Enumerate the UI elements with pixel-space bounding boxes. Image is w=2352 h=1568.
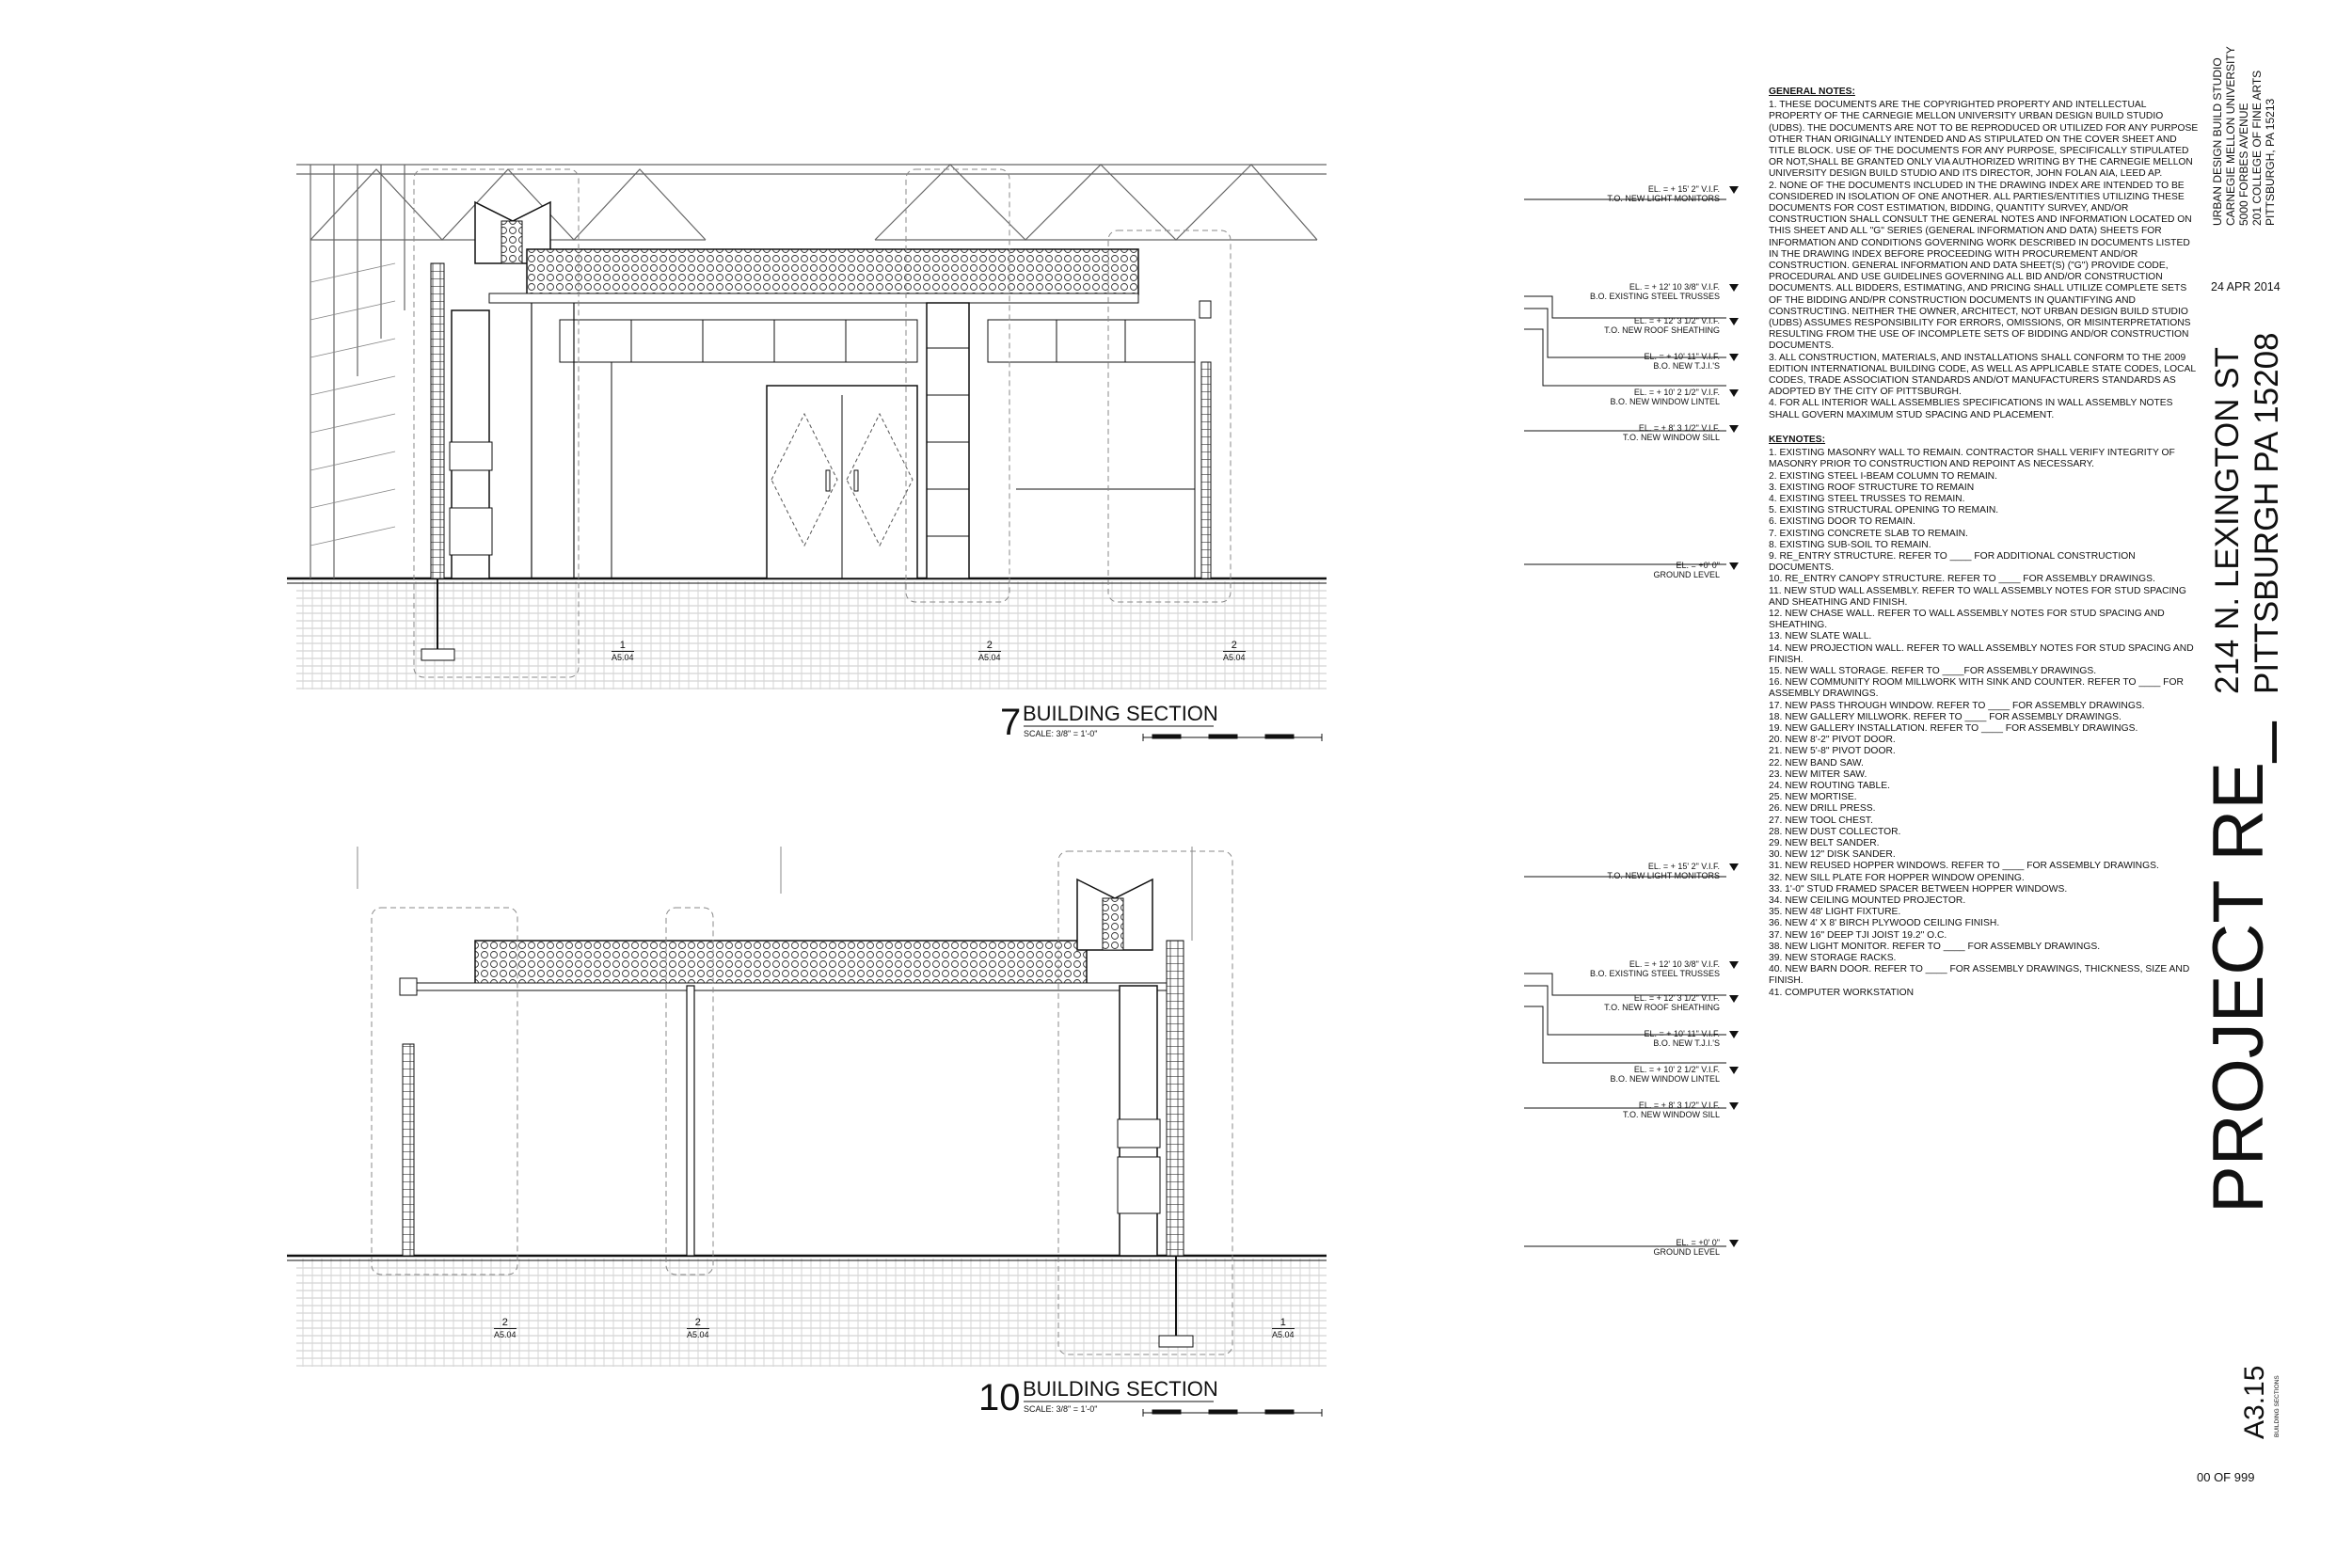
keynote-item: 1. EXISTING MASONRY WALL TO REMAIN. CONTRACTOR SHALL VERIFY INTEGRITY OF MASONRY PRIOR TO CONSTRUCTION AND REPOINT AS NECESSARY. (1769, 448, 2175, 470)
level-marker (1653, 1238, 1720, 1257)
general-note: 1. THESE DOCUMENTS ARE THE COPYRIGHTED PROPERTY AND INTELLECTUAL PROPERTY OF THE CARNEGIE MELLON UNIVERSITY URBAN DESIGN BUILD STUDIO (UDBS). THE DOCUMENTS ARE NOT TO BE REPRODUCED OR UTILIZED FOR ANY PURPOSE OTHER THAN ORIGINALLY INTENDED AND AS STIPULATED ON THE COVER SHEET AND TITLE BLOCK. USE OF THE DOCUMENTS FOR ANY PURPOSE, SPECIFICALLY STIPULATED OR NOT,SHALL BE GRANTED ONLY VIA AUTHORIZED WRITING BY THE CARNEGIE MELLON UNIVERSITY DESIGN BUILD STUDIO AND ITS DIRECTOR, JOHN FOLAN AIA, LEED AP. (1769, 100, 2199, 180)
detail-number: 1 (612, 640, 634, 652)
general-notes-heading: GENERAL NOTES: (1769, 87, 1855, 97)
level-elevation: EL. = + 12' 3 1/2" V.I.F. (1633, 316, 1720, 325)
keynote-item: 19. NEW GALLERY INSTALLATION. REFER TO ____ FOR ASSEMBLY DRAWINGS. (1769, 722, 2138, 734)
detail-tag[interactable] (978, 640, 1001, 663)
keynote-item: 40. NEW BARN DOOR. REFER TO ____ FOR ASSEMBLY DRAWINGS, THICKNESS, SIZE AND FINISH. (1769, 964, 2190, 987)
keynote-item: 4. EXISTING STEEL TRUSSES TO REMAIN. (1769, 493, 1965, 504)
section-number: 10 (978, 1377, 1021, 1418)
level-name: B.O. NEW WINDOW LINTEL (1610, 1074, 1720, 1084)
level-marker (1623, 1101, 1720, 1119)
keynote-item: 18. NEW GALLERY MILLWORK. REFER TO ____ FOR ASSEMBLY DRAWINGS. (1769, 711, 2122, 722)
general-note: 4. FOR ALL INTERIOR WALL ASSEMBLIES SPECIFICATIONS IN WALL ASSEMBLY NOTES SHALL GOVERN MAXIMUM STUD SPACING AND PLACEMENT. (1769, 398, 2173, 420)
address-street: 214 N. LEXINGTON ST (2209, 347, 2246, 694)
level-marker (1607, 184, 1720, 203)
general-note: 2. NONE OF THE DOCUMENTS INCLUDED IN THE DRAWING INDEX ARE INTENDED TO BE CONSIDERED IN ISOLATION OF ONE ANOTHER. ALL PARTIES/ENTITIES UTILIZING THESE DOCUMENTS FOR COST ESTIMATION, BIDDING, QUANTITY SURVEY, AND/OR CONSTRUCTION SHALL CONSULT THE GENERAL NOTES AND INFORMATION LOCATED ON THIS SHEET AND ALL "G" SERIES (GENERAL INFORMATION AND DATA) SHEETS FOR INFORMATION AND CONDITIONS GOVERNING WORK DESCRIBED IN DOCUMENTS LISTED IN THE DRAWING INDEX BEFORE PROCEEDING WITH PROCUREMENT AND/OR CONSTRUCTION. GENERAL INFORMATION AND DATA SHEET(S) ("G") PROVIDE CODE, PROCEDURAL AND USE GUIDELINES GOVERNING ALL BID AND/OR CONSTRUCTION DOCUMENTS. ALL BIDDERS, ESTIMATING, AND PRICING SHALL UTILIZE COMPLETE SETS OF THE BIDDING AND/PR CONSTRUCTION DOCUMENTS IN QUANTIFYING AND CONSTRUCTING. NEITHER THE OWNER, ARCHITECT, NOT URBAN DESIGN BUILD STUDIO (UDBS) ASSUMES RESPONSIBILITY FOR ERRORS, OMISSIONS, OR MISINTERPRETATIONS RESULTING FROM THE USE OF INCOMPLETE SETS OF BIDDING AND/OR CONSTRUCTION DOCUMENTS. (1769, 180, 2192, 352)
level-name: T.O. NEW ROOF SHEATHING (1604, 1003, 1720, 1012)
keynote-item: 7. EXISTING CONCRETE SLAB TO REMAIN. (1769, 528, 1968, 539)
keynote-item: 9. RE_ENTRY STRUCTURE. REFER TO ____ FOR ADDITIONAL CONSTRUCTION DOCUMENTS. (1769, 550, 2136, 574)
level-elevation: EL. = + 10' 11" V.I.F. (1644, 352, 1720, 361)
level-elevation: EL. = +0' 0" (1676, 1238, 1720, 1247)
keynote-item: 32. NEW SILL PLATE FOR HOPPER WINDOW OPENING. (1769, 872, 2025, 883)
detail-sheet: A5.04 (978, 653, 1001, 662)
section-title: BUILDING SECTION (1023, 1377, 1218, 1401)
level-name: B.O. EXISTING STEEL TRUSSES (1589, 969, 1720, 978)
studio-line: 201 COLLEGE OF FINE ARTS (2250, 70, 2264, 226)
keynote-item: 31. NEW REUSED HOPPER WINDOWS. REFER TO ____ FOR ASSEMBLY DRAWINGS. (1769, 861, 2159, 872)
detail-tag[interactable] (687, 1317, 709, 1340)
keynote-item: 12. NEW CHASE WALL. REFER TO WALL ASSEMBLY NOTES FOR STUD SPACING AND SHEATHING. (1769, 608, 2165, 631)
studio-line: 5000 FORBES AVENUE (2237, 103, 2250, 226)
project-address (2208, 332, 2287, 694)
level-elevation: EL. = + 12' 10 3/8" V.I.F. (1629, 282, 1720, 292)
detail-sheet: A5.04 (1223, 653, 1246, 662)
keynote-item: 38. NEW LIGHT MONITOR. REFER TO ____ FOR ASSEMBLY DRAWINGS. (1769, 941, 2101, 952)
keynote-item: 39. NEW STORAGE RACKS. (1769, 953, 1897, 964)
level-name: B.O. EXISTING STEEL TRUSSES (1589, 292, 1720, 301)
level-elevation: EL. = + 8' 3 1/2" V.I.F. (1638, 1101, 1720, 1110)
keynote-item: 28. NEW DUST COLLECTOR. (1769, 826, 1901, 837)
keynote-item: 16. NEW COMMUNITY ROOM MILLWORK WITH SINK AND COUNTER. REFER TO ____ FOR ASSEMBLY DRAWINGS. (1769, 677, 2184, 700)
level-name: T.O. NEW LIGHT MONITORS (1607, 871, 1720, 880)
keynote-item: 11. NEW STUD WALL ASSEMBLY. REFER TO WALL ASSEMBLY NOTES FOR STUD SPACING AND SHEATHING AND FINISH. (1769, 585, 2186, 608)
keynote-item: 41. COMPUTER WORKSTATION (1769, 987, 1915, 998)
detail-tag[interactable] (1223, 640, 1246, 663)
keynote-item: 35. NEW 48' LIGHT FIXTURE. (1769, 907, 1901, 918)
level-name: T.O. NEW WINDOW SILL (1622, 1110, 1720, 1119)
general-notes-list (1769, 100, 2201, 421)
level-name: T.O. NEW ROOF SHEATHING (1604, 325, 1720, 335)
keynote-item: 10. RE_ENTRY CANOPY STRUCTURE. REFER TO ____ FOR ASSEMBLY DRAWINGS. (1769, 574, 2155, 585)
studio-line: PITTSBURGH, PA 15213 (2264, 98, 2277, 226)
keynotes-heading: KEYNOTES: (1769, 434, 1826, 445)
detail-number: 2 (1223, 640, 1246, 652)
level-marker (1645, 352, 1720, 371)
level-marker (1610, 388, 1720, 406)
general-note: 3. ALL CONSTRUCTION, MATERIALS, AND INSTALLATIONS SHALL CONFORM TO THE 2009 EDITION INTERNATIONAL BUILDING CODE, AS WELL AS APPLICABLE STATE CODES, LOCAL CODES, TRADE ASSOCIATION STANDARDS AND/OT MANUFACTURERS STANDARDS AS ADOPTED BY THE CITY OF PITTSBURGH. (1769, 352, 2196, 398)
level-name: GROUND LEVEL (1653, 1247, 1720, 1257)
level-marker (1607, 862, 1720, 880)
detail-sheet: A5.04 (494, 1330, 516, 1339)
section-title: BUILDING SECTION (1023, 702, 1218, 725)
detail-tag[interactable] (1272, 1317, 1295, 1340)
level-elevation: EL. = + 10' 2 1/2" V.I.F. (1633, 388, 1720, 397)
studio-line: URBAN DESIGN BUILD STUDIO (2211, 57, 2224, 226)
level-marker (1610, 1065, 1720, 1084)
keynote-item: 25. NEW MORTISE. (1769, 792, 1857, 803)
level-marker (1653, 561, 1720, 579)
keynote-item: 20. NEW 8'-2" PIVOT DOOR. (1769, 735, 1896, 746)
level-name: T.O. NEW LIGHT MONITORS (1607, 194, 1720, 203)
level-elevation: EL. = + 12' 3 1/2" V.I.F. (1633, 993, 1720, 1003)
keynote-item: 17. NEW PASS THROUGH WINDOW. REFER TO ____ FOR ASSEMBLY DRAWINGS. (1769, 700, 2145, 711)
detail-sheet: A5.04 (1272, 1330, 1295, 1339)
keynote-item: 23. NEW MITER SAW. (1769, 768, 1867, 780)
project-name: PROJECT RE_ (2199, 721, 2279, 1213)
keynote-item: 30. NEW 12" DISK SANDER. (1769, 849, 1896, 861)
level-elevation: EL. = + 8' 3 1/2" V.I.F. (1638, 423, 1720, 433)
level-name: B.O. NEW T.J.I.'S (1653, 1038, 1720, 1048)
keynote-item: 5. EXISTING STRUCTURAL OPENING TO REMAIN. (1769, 505, 1999, 516)
level-elevation: EL. = + 15' 2" V.I.F. (1647, 184, 1720, 194)
level-marker (1604, 993, 1720, 1012)
section-number: 7 (1000, 702, 1022, 743)
keynote-item: 27. NEW TOOL CHEST. (1769, 815, 1873, 826)
level-marker (1623, 423, 1720, 442)
keynote-item: 29. NEW BELT SANDER. (1769, 838, 1880, 848)
address-city: PITTSBURGH PA 15208 (2249, 332, 2285, 694)
level-elevation: EL. = + 15' 2" V.I.F. (1647, 862, 1720, 871)
detail-number: 2 (687, 1317, 709, 1329)
keynote-item: 36. NEW 4' X 8' BIRCH PLYWOOD CEILING FINISH. (1769, 918, 2000, 929)
keynote-item: 14. NEW PROJECTION WALL. REFER TO WALL ASSEMBLY NOTES FOR STUD SPACING AND FINISH. (1769, 642, 2194, 665)
detail-sheet: A5.04 (612, 653, 634, 662)
keynote-item: 24. NEW ROUTING TABLE. (1769, 780, 1890, 791)
sheet-title: BUILDING SECTIONS (2274, 1375, 2280, 1437)
keynote-item: 8. EXISTING SUB-SOIL TO REMAIN. (1769, 539, 1931, 550)
keynote-item: 2. EXISTING STEEL I-BEAM COLUMN TO REMAIN. (1769, 470, 1997, 482)
level-name: B.O. NEW WINDOW LINTEL (1610, 397, 1720, 406)
level-name: T.O. NEW WINDOW SILL (1622, 433, 1720, 442)
section-scale: SCALE: 3/8" = 1'-0" (1024, 729, 1098, 738)
keynote-item: 33. 1'-0" STUD FRAMED SPACER BETWEEN HOPPER WINDOWS. (1769, 883, 2068, 895)
level-marker (1590, 282, 1720, 301)
keynote-item: 13. NEW SLATE WALL. (1769, 631, 1872, 642)
level-marker (1590, 959, 1720, 978)
level-elevation: EL. = +0' 0" (1676, 561, 1720, 570)
studio-line: CARNEGIE MELLON UNIVERSITY (2224, 46, 2237, 226)
level-marker (1604, 316, 1720, 335)
detail-tag[interactable] (494, 1317, 516, 1340)
keynote-item: 6. EXISTING DOOR TO REMAIN. (1769, 516, 1915, 528)
keynote-item: 21. NEW 5'-8" PIVOT DOOR. (1769, 746, 1896, 757)
notes-column (1769, 87, 2201, 999)
detail-sheet: A5.04 (687, 1330, 709, 1339)
level-name: B.O. NEW T.J.I.'S (1653, 361, 1720, 371)
detail-number: 2 (494, 1317, 516, 1329)
keynotes-list (1769, 448, 2201, 999)
level-elevation: EL. = + 12' 10 3/8" V.I.F. (1629, 959, 1720, 969)
level-marker (1645, 1029, 1720, 1048)
page-count: 00 OF 999 (2197, 1470, 2255, 1484)
detail-number: 2 (978, 640, 1001, 652)
issue-date: 24 APR 2014 (2211, 280, 2280, 293)
level-elevation: EL. = + 10' 2 1/2" V.I.F. (1633, 1065, 1720, 1074)
level-name: GROUND LEVEL (1653, 570, 1720, 579)
keynote-item: 22. NEW BAND SAW. (1769, 757, 1864, 768)
sheet-number: A3.15 (2239, 1365, 2270, 1439)
section-scale: SCALE: 3/8" = 1'-0" (1024, 1404, 1098, 1414)
keynote-item: 15. NEW WALL STORAGE. REFER TO ____FOR ASSEMBLY DRAWINGS. (1769, 665, 2097, 676)
keynote-item: 34. NEW CEILING MOUNTED PROJECTOR. (1769, 895, 1966, 907)
keynote-item: 3. EXISTING ROOF STRUCTURE TO REMAIN (1769, 482, 1975, 493)
keynote-item: 37. NEW 16" DEEP TJI JOIST 19.2" O.C. (1769, 929, 1947, 941)
keynote-item: 26. NEW DRILL PRESS. (1769, 803, 1876, 815)
detail-tag[interactable] (612, 640, 634, 663)
level-elevation: EL. = + 10' 11" V.I.F. (1644, 1029, 1720, 1038)
studio-address-block (2211, 46, 2277, 226)
detail-number: 1 (1272, 1317, 1295, 1329)
